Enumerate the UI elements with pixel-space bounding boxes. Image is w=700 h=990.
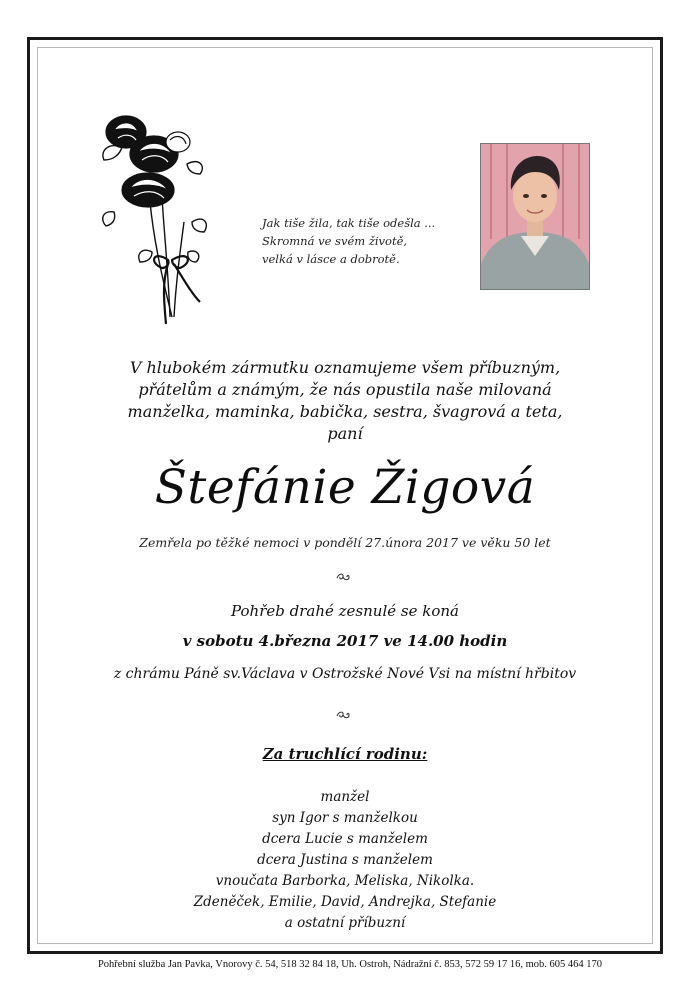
verse-line: Jak tiše žila, tak tiše odešla ... [262, 216, 436, 230]
verse [262, 214, 472, 268]
deceased-name: Štefánie Žigová [154, 460, 536, 515]
death-info: Zemřela po těžké nemoci v pondělí 27.února 2017 ve věku 50 let [139, 535, 551, 550]
mourner-item: Zdeněček, Emilie, David, Andrejka, Stefanie [193, 894, 497, 910]
mourners-list [40, 787, 650, 934]
verse-line: Skromná ve svém životě, [262, 234, 408, 248]
mourner-item: dcera Justina s manželem [257, 852, 433, 868]
mourner-item: dcera Lucie s manželem [262, 831, 428, 847]
mourner-item: manžel [320, 789, 370, 805]
announcement-line: přátelům a známým, že nás opustila naše milovaná [138, 380, 552, 399]
announcement [40, 357, 650, 445]
announcement-line: manželka, maminka, babička, sestra, švagrová a teta, [127, 402, 563, 421]
announcement-line: V hlubokém zármutku oznamujeme všem příbuzným, [129, 358, 561, 377]
verse-line: velká v lásce a dobrotě. [262, 252, 400, 266]
ornament-icon [335, 710, 351, 720]
rose-bouquet-icon [92, 102, 214, 327]
funeral-date: v sobotu 4.března 2017 ve 14.00 hodin [182, 632, 508, 650]
announcement-line: paní [327, 424, 363, 443]
funeral-place: z chrámu Páně sv.Václava v Ostrožské Nové Vsi na místní hřbitov [113, 666, 577, 682]
mourners-heading: Za truchlící rodinu: [262, 745, 428, 763]
funeral-intro: Pohřeb drahé zesnulé se koná [231, 602, 459, 620]
funeral-service-footer: Pohřební služba Jan Pavka, Vnorovy č. 54, 518 32 84 18, Uh. Ostroh, Nádražní č. 853, 572 59 17 16, mob. 605 464 170 [97, 959, 603, 970]
ornament-icon [335, 572, 351, 582]
mourner-item: syn Igor s manželkou [272, 810, 418, 826]
mourner-item: vnoučata Barborka, Meliska, Nikolka. [215, 873, 475, 889]
mourner-item: a ostatní příbuzní [284, 915, 406, 931]
portrait-photo [480, 143, 590, 290]
